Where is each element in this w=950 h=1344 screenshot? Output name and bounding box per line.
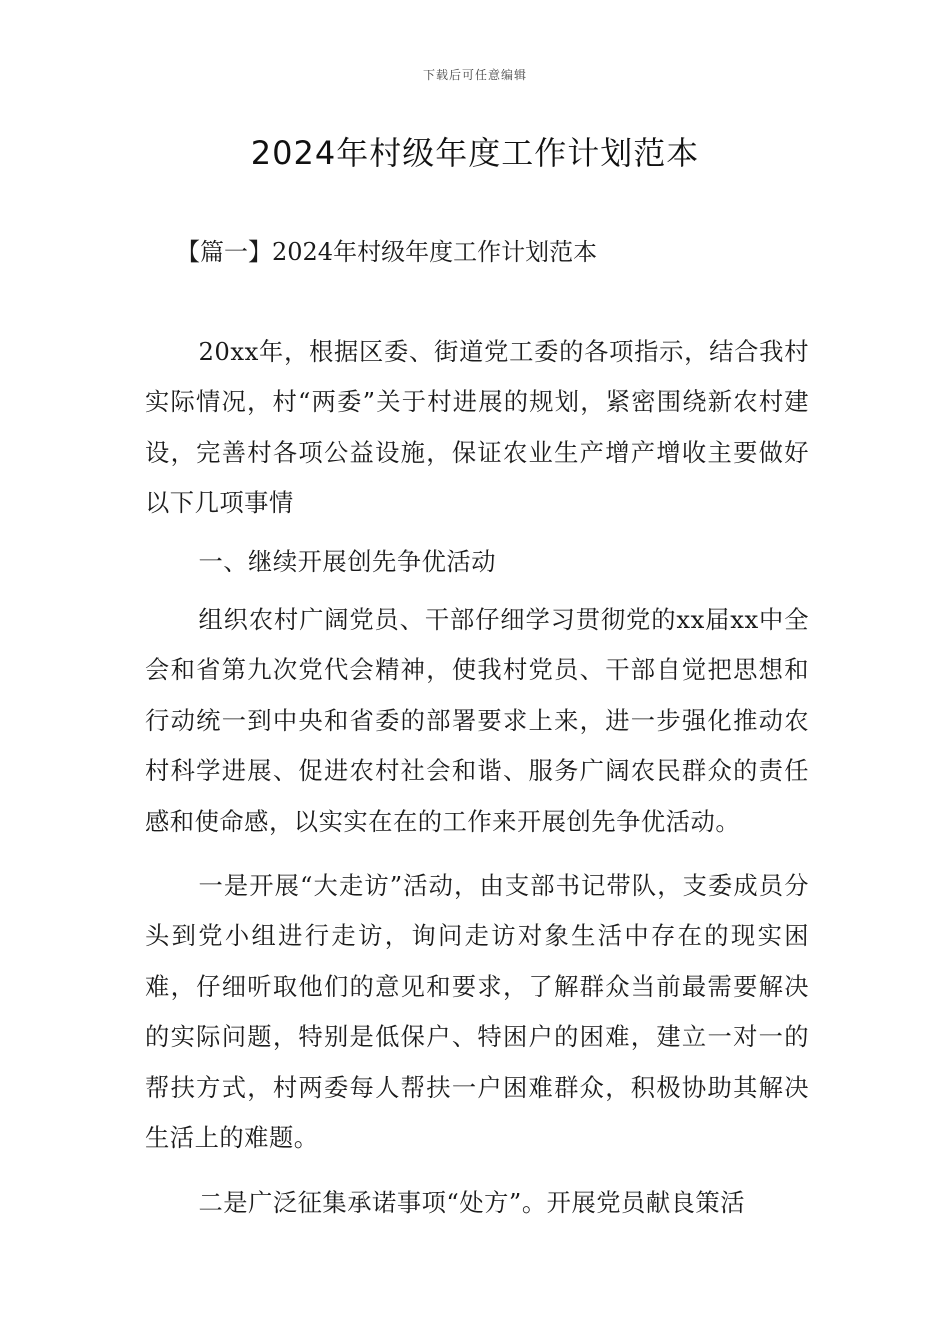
document-body: [145, 327, 809, 1228]
page-header-note: 下载后可任意编辑: [422, 68, 527, 82]
document-title: 2024年村级年度工作计划范本: [250, 134, 700, 172]
paragraph-subheading-1: 一、继续开展创先争优活动: [198, 546, 497, 576]
paragraph-intro: 20xx年，根据区委、街道党工委的各项指示，结合我村实际情况，村“两委”关于村进展的规划，紧密围绕新农村建设，完善村各项公益设施，保证农业生产增产增收主要做好以下几项事情: [145, 337, 809, 518]
section-heading: 【篇一】2024年村级年度工作计划范本: [176, 238, 598, 266]
paragraph-visit: 一是开展“大走访”活动，由支部书记带队，支委成员分头到党小组进行走访，询问走访对象生活中存在的现实困难，仔细听取他们的意见和要求，了解群众当前最需要解决的实际问题，特别是低保户、特困户的困难，建立一对一的帮扶方式，村两委每人帮扶一户困难群众，积极协助其解决生活上的难题。: [145, 871, 809, 1153]
paragraph-prescription: 二是广泛征集承诺事项“处方”。开展党员献良策活: [198, 1187, 746, 1217]
paragraph-study: 组织农村广阔党员、干部仔细学习贯彻党的xx届xx中全会和省第九次党代会精神，使我村党员、干部自觉把思想和行动统一到中央和省委的部署要求上来，进一步强化推动农村科学进展、促进农村社会和谐、服务广阔农民群众的责任感和使命感，以实实在在的工作来开展创先争优活动。: [145, 605, 809, 836]
